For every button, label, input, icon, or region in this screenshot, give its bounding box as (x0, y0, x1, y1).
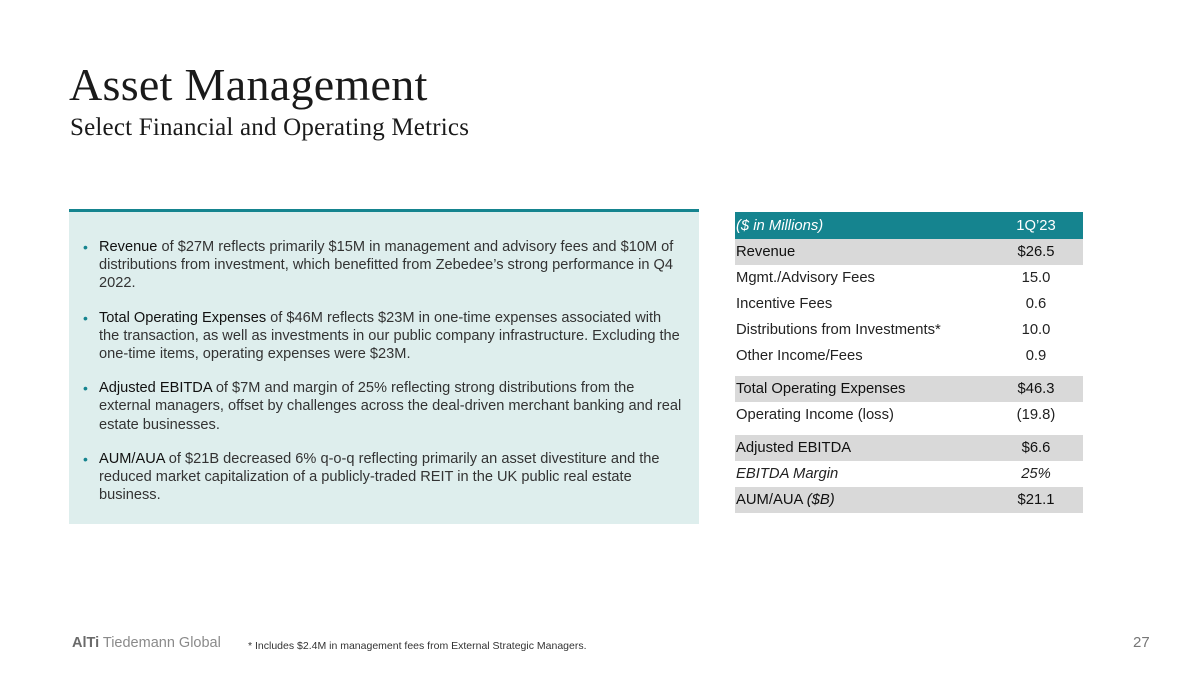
company-logo (72, 635, 221, 651)
row-value: 15.0 (1021, 270, 1051, 286)
page-subtitle: Select Financial and Operating Metrics (70, 114, 470, 141)
bullet-text: of $46M reflects $23M in one-time expenses associated with the transaction, as well as investments in our public company infrastructure. Excluding the one-time items, operating expenses were $23M. (99, 309, 680, 363)
table-header-period: 1Q’23 (1016, 217, 1056, 234)
logo-mark: AlTi (72, 635, 100, 651)
row-value: $21.1 (1017, 492, 1055, 508)
bullet-revenue (83, 238, 685, 293)
bullet-adjusted-ebitda (83, 379, 685, 434)
table-row-aum-aua (735, 487, 1083, 513)
table-row-distributions (735, 317, 1083, 343)
row-value: 0.9 (1025, 348, 1047, 364)
row-label: Mgmt./Advisory Fees (736, 270, 875, 286)
row-value: $26.5 (1017, 244, 1055, 260)
row-label: Other Income/Fees (736, 348, 863, 364)
row-label: Adjusted EBITDA (736, 440, 852, 456)
row-label-text: AUM/AUA (736, 492, 807, 508)
row-value: 25% (1021, 466, 1051, 482)
table-row-revenue (735, 239, 1083, 265)
row-label: Incentive Fees (736, 296, 833, 312)
row-value: $6.6 (1021, 440, 1051, 456)
table-row-incentive-fees (735, 291, 1083, 317)
footnote: * Includes $2.4M in management fees from External Strategic Managers. (248, 640, 587, 652)
row-value: 10.0 (1021, 322, 1051, 338)
row-label: EBITDA Margin (736, 466, 839, 482)
table-header-row (735, 212, 1083, 239)
row-label-unit: ($B) (806, 492, 835, 508)
table-header-label: ($ in Millions) (736, 217, 824, 234)
bullet-lead: AUM/AUA (99, 450, 165, 467)
page-number: 27 (1133, 634, 1150, 651)
metrics-table (735, 212, 1083, 513)
table-row-ebitda-margin (735, 461, 1083, 487)
row-label: Revenue (736, 244, 796, 260)
row-value: 0.6 (1025, 296, 1047, 312)
bullet-text: of $21B decreased 6% q-o-q reflecting primarily an asset divestiture and the reduced market capitalization of a publicly-traded REIT in the UK public real estate business. (99, 450, 660, 504)
row-label: Operating Income (loss) (736, 407, 894, 423)
bullet-text: of $7M and margin of 25% reflecting strong distributions from the external managers, offset by challenges across the deal-driven merchant banking and real estate businesses. (99, 380, 682, 433)
page-title: Asset Management (69, 59, 428, 110)
bullet-lead: Adjusted EBITDA (99, 380, 212, 397)
table-row-operating-income (735, 402, 1083, 428)
bullet-text: of $27M reflects primarily $15M in management and advisory fees and $10M of distributions from investment, which benefitted from Zebedee’s strong performance in Q4 2022. (99, 239, 674, 292)
row-spacer (735, 369, 1083, 376)
bullet-lead: Total Operating Expenses (99, 309, 267, 326)
table-row-other-income (735, 343, 1083, 369)
row-label: Distributions from Investments* (736, 322, 941, 338)
bullet-aum-aua (83, 450, 685, 505)
commentary-panel (69, 209, 699, 524)
row-label: Total Operating Expenses (736, 381, 906, 397)
bullet-lead: Revenue (99, 239, 158, 255)
row-spacer (735, 428, 1083, 435)
table-row-adjusted-ebitda (735, 435, 1083, 461)
logo-text: Tiedemann Global (99, 635, 221, 651)
row-label (736, 492, 993, 508)
table-row-mgmt-fees (735, 265, 1083, 291)
row-value: $46.3 (1017, 381, 1055, 397)
row-value: (19.8) (1016, 407, 1056, 423)
table-row-total-opex (735, 376, 1083, 402)
bullet-operating-expenses (83, 309, 685, 364)
